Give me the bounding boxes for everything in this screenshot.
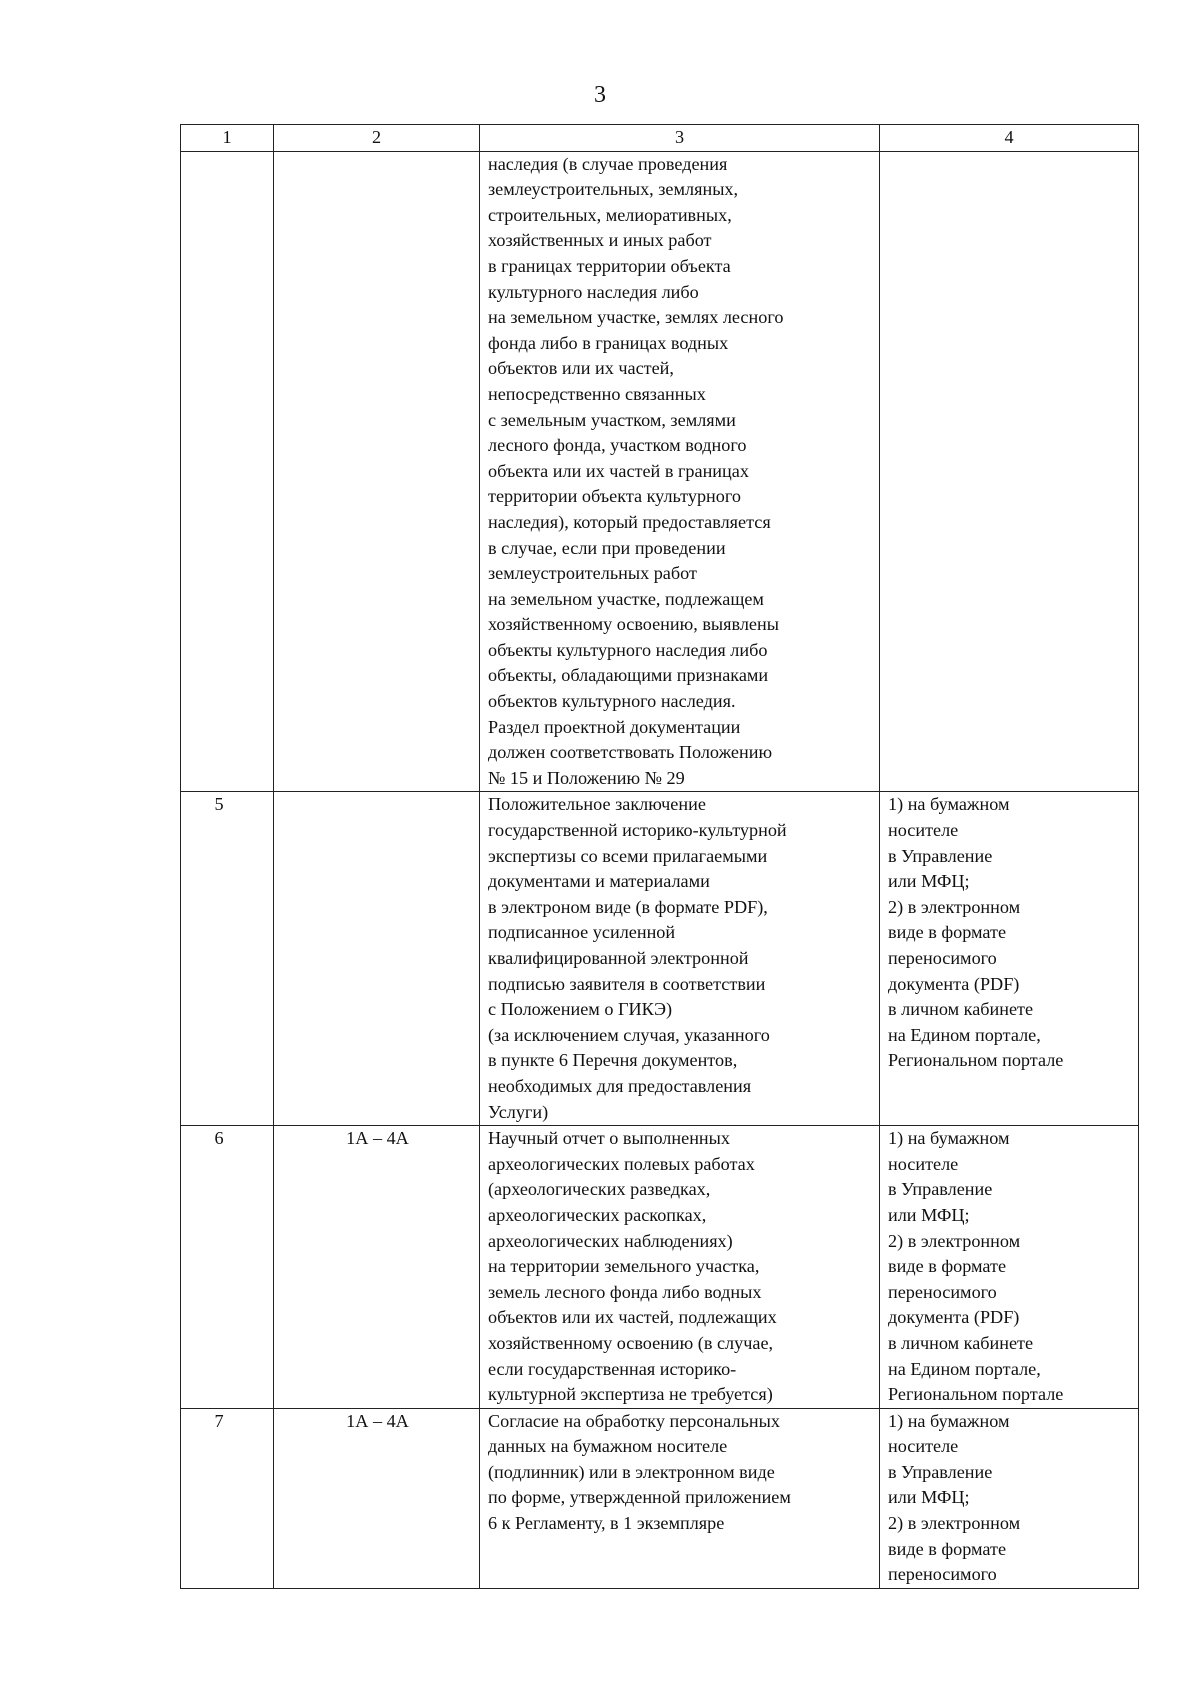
column-header: 1 — [181, 125, 274, 152]
column-header: 3 — [480, 125, 880, 152]
table-row — [181, 151, 1139, 792]
table-row — [181, 1408, 1139, 1588]
page-number: 3 — [594, 82, 606, 108]
submission-method-cell: 1) на бумажном носителе в Управление или МФЦ; 2) в электронном виде в формате переносимого документа (PDF) в личном кабинете на Едином портале, Региональном портале — [880, 792, 1139, 1126]
document-description-cell: наследия (в случае проведения землеустроительных, земляных, строительных, мелиоративных, хозяйственных и иных работ в границах территории объекта культурного наследия либо на земельном участке, землях лесного фонда либо в границах водных объектов или их частей, непосредственно связанных с земельным участком, землями лесного фонда, участком водного объекта или их частей в границах территории объекта культурного наследия), который предоставляется в случае, если при проведении землеустроительных работ на земельном участке, подлежащем хозяйственному освоению, выявлены объекты культурного наследия либо объекты, обладающими признаками объектов культурного наследия. Раздел проектной документации должен соответствовать Положению № 15 и Положению № 29 — [480, 151, 880, 792]
document-description-cell: Положительное заключение государственной историко-культурной экспертизы со всеми прилагаемыми документами и материалами в электроном виде (в формате PDF), подписанное усиленной квалифицированной электронной подписью заявителя в соответствии с Положением о ГИКЭ) (за исключением случая, указанного в пункте 6 Перечня документов, необходимых для предоставления Услуги) — [480, 792, 880, 1126]
applicant-category-cell: 1А – 4А — [274, 1126, 480, 1409]
applicant-category-cell — [274, 151, 480, 792]
table-header-row — [181, 125, 1139, 152]
table-row — [181, 1126, 1139, 1409]
document-description-cell: Научный отчет о выполненных археологических полевых работах (археологических разведках, археологических раскопках, археологических наблюдениях) на территории земельного участка, земель лесного фонда либо водных объектов или их частей, подлежащих хозяйственному освоению (в случае, если государственная историко- культурной экспертиза не требуется) — [480, 1126, 880, 1409]
documents-table — [180, 124, 1139, 1589]
submission-method-cell — [880, 151, 1139, 792]
column-header: 4 — [880, 125, 1139, 152]
submission-method-cell: 1) на бумажном носителе в Управление или МФЦ; 2) в электронном виде в формате переносимого документа (PDF) в личном кабинете на Едином портале, Региональном портале — [880, 1126, 1139, 1409]
row-number-cell: 7 — [181, 1408, 274, 1588]
row-number-cell: 6 — [181, 1126, 274, 1409]
applicant-category-cell — [274, 792, 480, 1126]
submission-method-cell: 1) на бумажном носителе в Управление или МФЦ; 2) в электронном виде в формате переносимого — [880, 1408, 1139, 1588]
row-number-cell — [181, 151, 274, 792]
table-row — [181, 792, 1139, 1126]
document-description-cell: Согласие на обработку персональных данных на бумажном носителе (подлинник) или в электронном виде по форме, утвержденной приложением 6 к Регламенту, в 1 экземпляре — [480, 1408, 880, 1588]
applicant-category-cell: 1А – 4А — [274, 1408, 480, 1588]
column-header: 2 — [274, 125, 480, 152]
row-number-cell: 5 — [181, 792, 274, 1126]
